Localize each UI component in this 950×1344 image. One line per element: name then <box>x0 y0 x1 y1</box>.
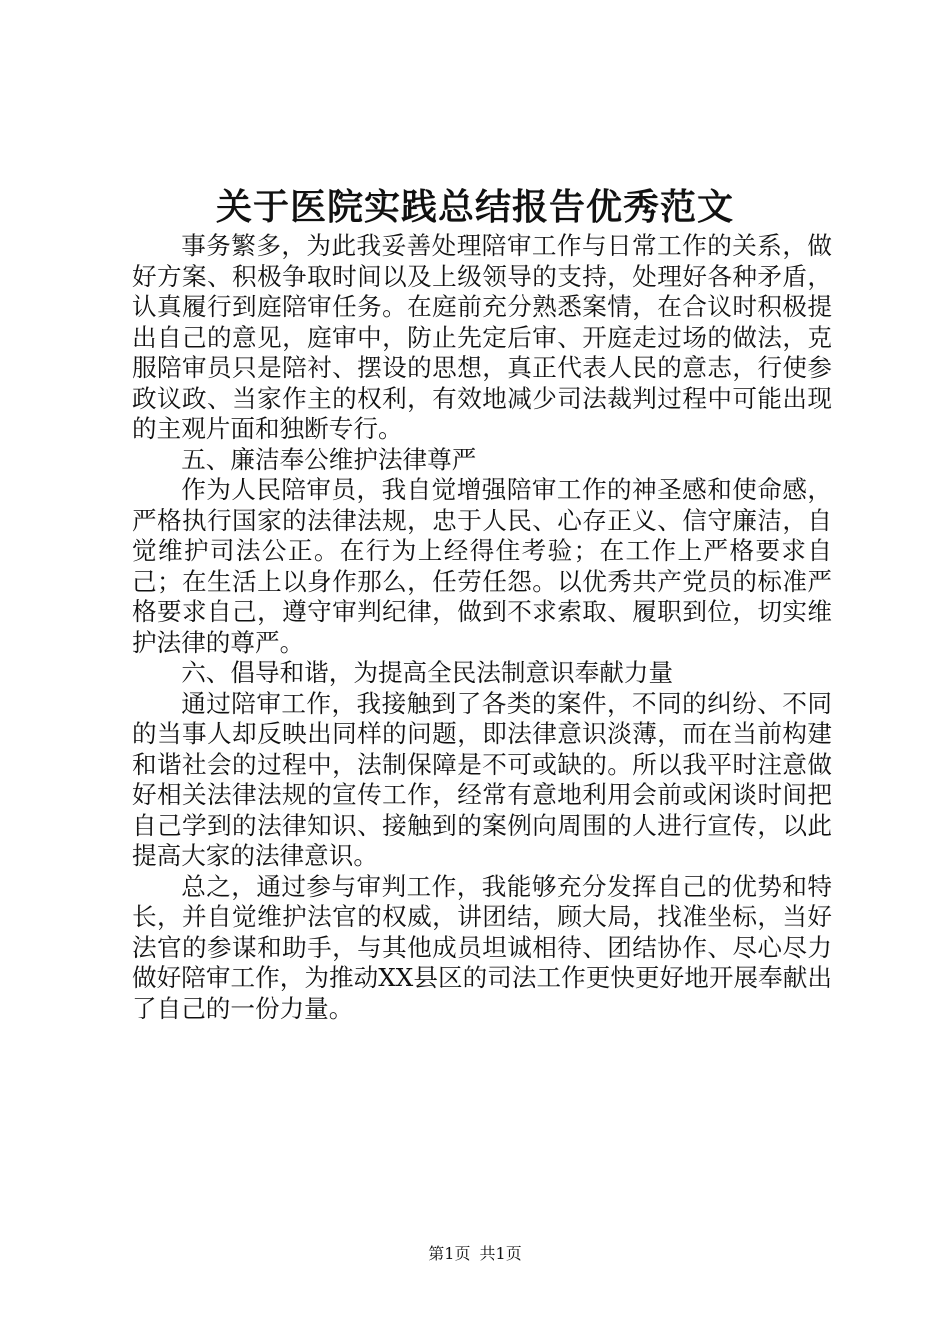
paragraph-3: 通过陪审工作，我接触到了各类的案件，不同的纠纷、不同的当事人却反映出同样的问题，即法律意识淡薄，而在当前构建和谐社会的过程中，法制保障是不可或缺的。所以我平时注意做好相关法律法规的宣传工作，经常有意地利用会前或闲谈时间把自己学到的法律知识、接触到的案例向周围的人进行宣传，以此提高大家的法律意识。 <box>132 688 832 870</box>
paragraph-4: 总之，通过参与审判工作，我能够充分发挥自己的优势和特长，并自觉维护法官的权威，讲团结，顾大局，找准坐标，当好法官的参谋和助手，与其他成员坦诚相待、团结协作、尽心尽力做好陪审工作，为推动XX县区的司法工作更快更好地开展奉献出了自己的一份力量。 <box>132 871 832 1023</box>
page-footer <box>0 1244 950 1264</box>
document-title: 关于医院实践总结报告优秀范文 <box>215 187 734 228</box>
page-number: 第1页 <box>428 1244 471 1263</box>
document-body <box>132 231 832 1024</box>
paragraph-2: 作为人民陪审员，我自觉增强陪审工作的神圣感和使命感，严格执行国家的法律法规，忠于人民、心存正义、信守廉洁，自觉维护司法公正。在行为上经得住考验；在工作上严格要求自己；在生活上以身作那么，任劳任怨。以优秀共产党员的标准严格要求自己，遵守审判纪律，做到不求索取、履职到位，切实维护法律的尊严。 <box>132 475 832 657</box>
section-heading-5: 五、廉洁奉公维护法律尊严 <box>181 444 477 474</box>
section-heading-6: 六、倡导和谐，为提高全民法制意识奉献力量 <box>181 658 674 687</box>
paragraph-1: 事务繁多，为此我妥善处理陪审工作与日常工作的关系，做好方案、积极争取时间以及上级领导的支持，处理好各种矛盾，认真履行到庭陪审任务。在庭前充分熟悉案情，在合议时积极提出自己的意见，庭审中，防止先定后审、开庭走过场的做法，克服陪审员只是陪衬、摆设的思想，真正代表人民的意志，行使参政议政、当家作主的权利，有效地减少司法裁判过程中可能出现的主观片面和独断专行。 <box>132 231 832 443</box>
page-total: 共1页 <box>479 1244 522 1263</box>
